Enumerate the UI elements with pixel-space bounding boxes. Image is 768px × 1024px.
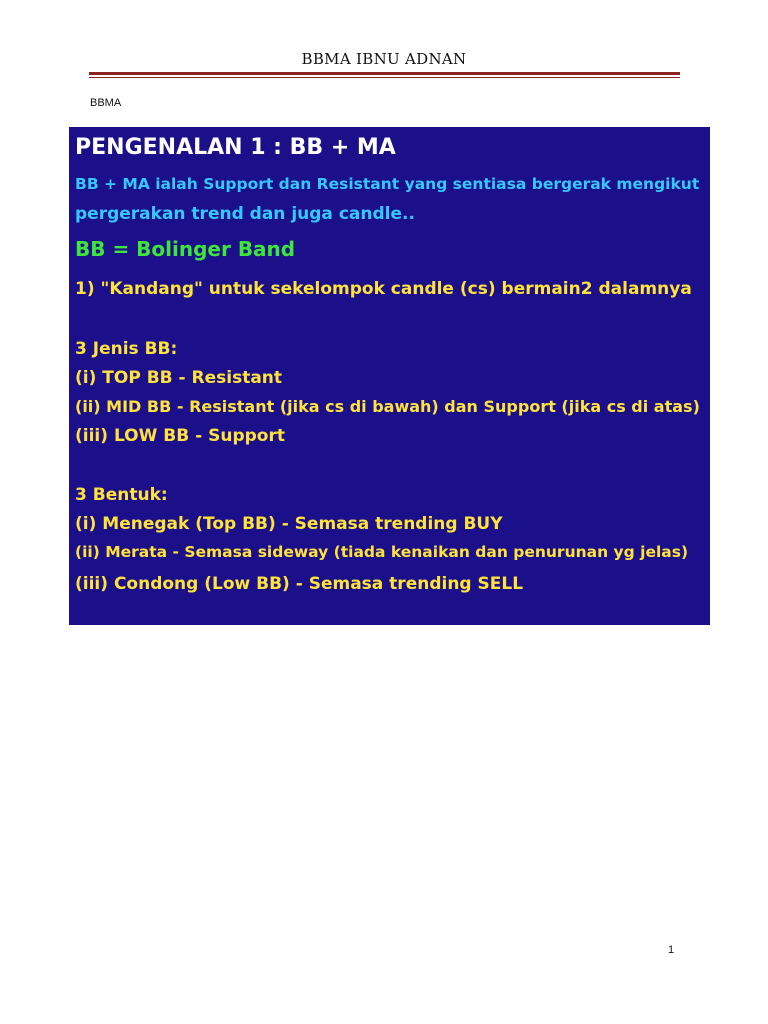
slide-image [69,127,710,625]
header-divider [89,72,680,75]
slide-bentuk-item: (ii) Merata - Semasa sideway (tiada kenaikan dan penurunan yg jelas) [75,543,689,561]
slide-point-1: 1) "Kandang" untuk sekelompok candle (cs) bermain2 dalamnya [75,279,692,299]
slide-bentuk-item: (iii) Condong (Low BB) - Semasa trending SELL [75,574,524,594]
slide-bb-heading: BB = Bolinger Band [75,237,296,261]
slide-jenis-heading: 3 Jenis BB: [75,339,178,359]
page-header-title: BBMA IBNU ADNAN [301,50,467,68]
header-divider-thin [89,77,680,78]
slide-bentuk-item: (i) Menegak (Top BB) - Semasa trending BUY [75,514,503,534]
slide-title: PENGENALAN 1 : BB + MA [75,135,396,160]
slide-intro-line-1: BB + MA ialah Support dan Resistant yang sentiasa bergerak mengikut [75,175,700,193]
slide-jenis-item: (iii) LOW BB - Support [75,426,285,446]
slide-bentuk-heading: 3 Bentuk: [75,485,168,505]
slide-intro-line-2: pergerakan trend dan juga candle.. [75,204,415,224]
section-label: BBMA [90,97,122,109]
slide-jenis-item: (i) TOP BB - Resistant [75,368,283,388]
slide-jenis-item: (ii) MID BB - Resistant (jika cs di bawah) dan Support (jika cs di atas) [75,397,700,416]
page-number: 1 [668,944,675,956]
